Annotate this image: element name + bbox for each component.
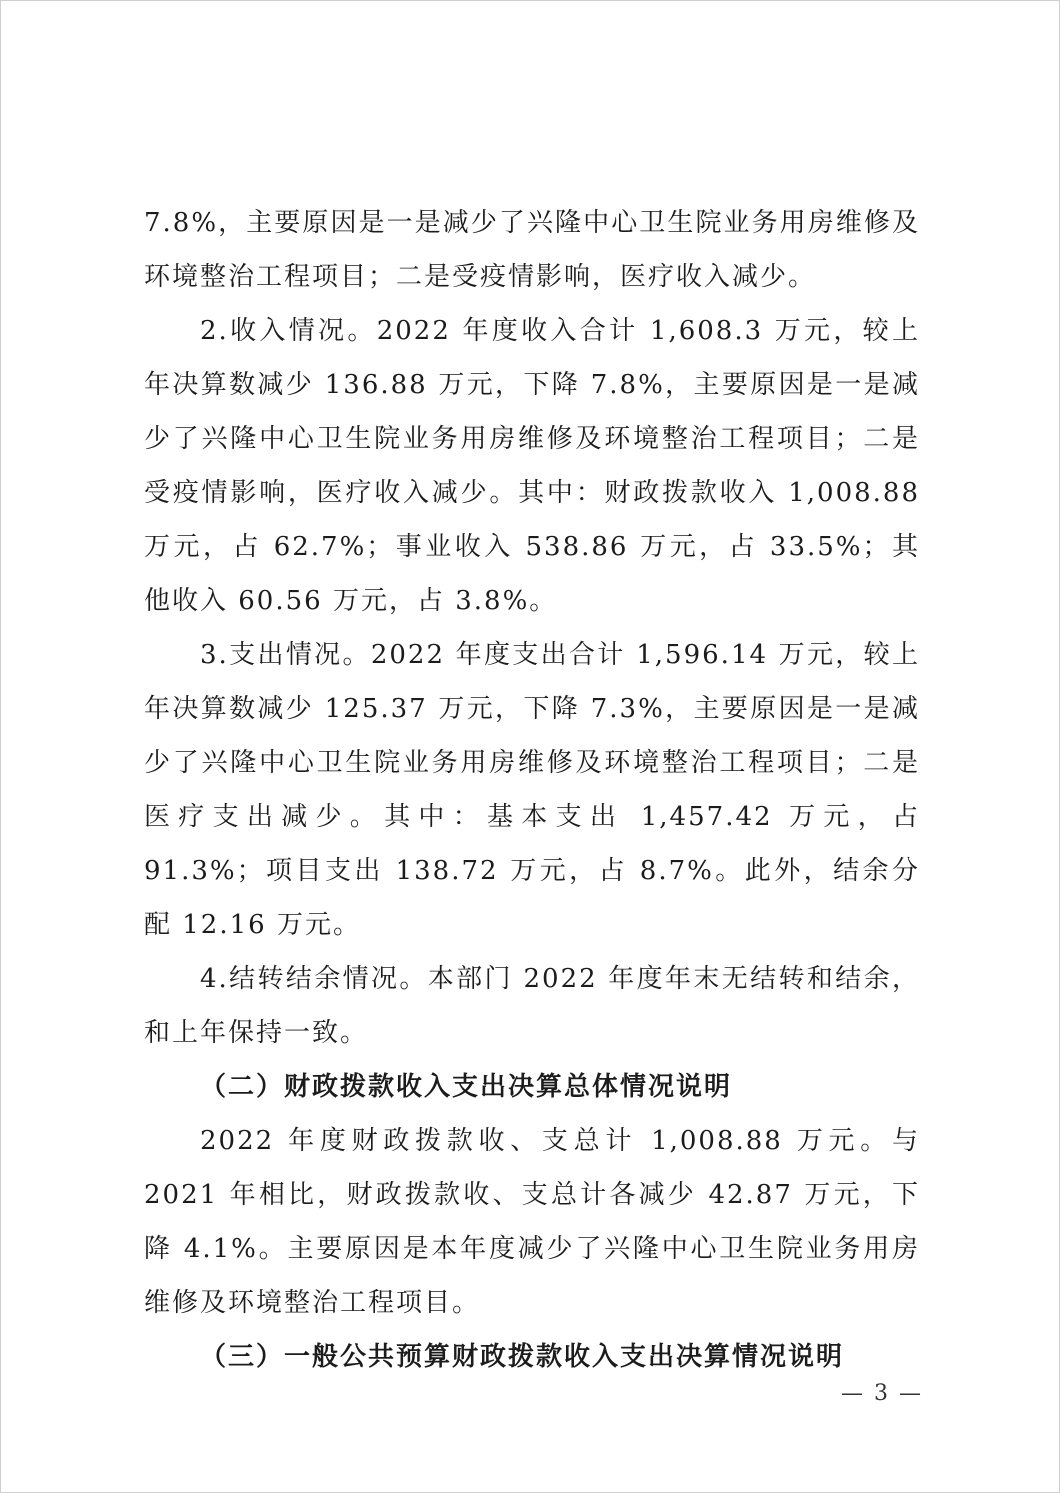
page-number: — 3 —	[841, 1381, 923, 1406]
paragraph-carryover: 4.结转结余情况。本部门 2022 年度年末无结转和结余，和上年保持一致。	[144, 964, 920, 1048]
body-text	[144, 196, 920, 1384]
paragraph-income: 2.收入情况。2022 年度收入合计 1,608.3 万元，较上年决算数减少 136.88 万元，下降 7.8%，主要原因是一是减少了兴隆中心卫生院业务用房维修及环境整治工程项目；二是受疫情影响，医疗收入减少。其中：财政拨款收入 1,008.88 万元，占 62.7%；事业收入 538.86 万元，占 33.5%；其他收入 60.56 万元，占 3.8%。	[144, 316, 920, 616]
paragraph-fiscal-allocation: 2022 年度财政拨款收、支总计 1,008.88 万元。与 2021 年相比，财政拨款收、支总计各减少 42.87 万元，下降 4.1%。主要原因是本年度减少了兴隆中心卫生院业务用房维修及环境整治工程项目。	[144, 1126, 920, 1318]
section-heading-3: （三）一般公共预算财政拨款收入支出决算情况说明	[200, 1342, 845, 1372]
paragraph-expenditure: 3.支出情况。2022 年度支出合计 1,596.14 万元，较上年决算数减少 125.37 万元，下降 7.3%，主要原因是一是减少了兴隆中心卫生院业务用房维修及环境整治工程项目；二是医疗支出减少。其中：基本支出 1,457.42 万元，占 91.3%；项目支出 138.72 万元，占 8.7%。此外，结余分配 12.16 万元。	[144, 640, 920, 940]
paragraph-continuation: 7.8%，主要原因是一是减少了兴隆中心卫生院业务用房维修及环境整治工程项目；二是受疫情影响，医疗收入减少。	[144, 208, 920, 292]
section-heading-2: （二）财政拨款收入支出决算总体情况说明	[200, 1072, 733, 1102]
